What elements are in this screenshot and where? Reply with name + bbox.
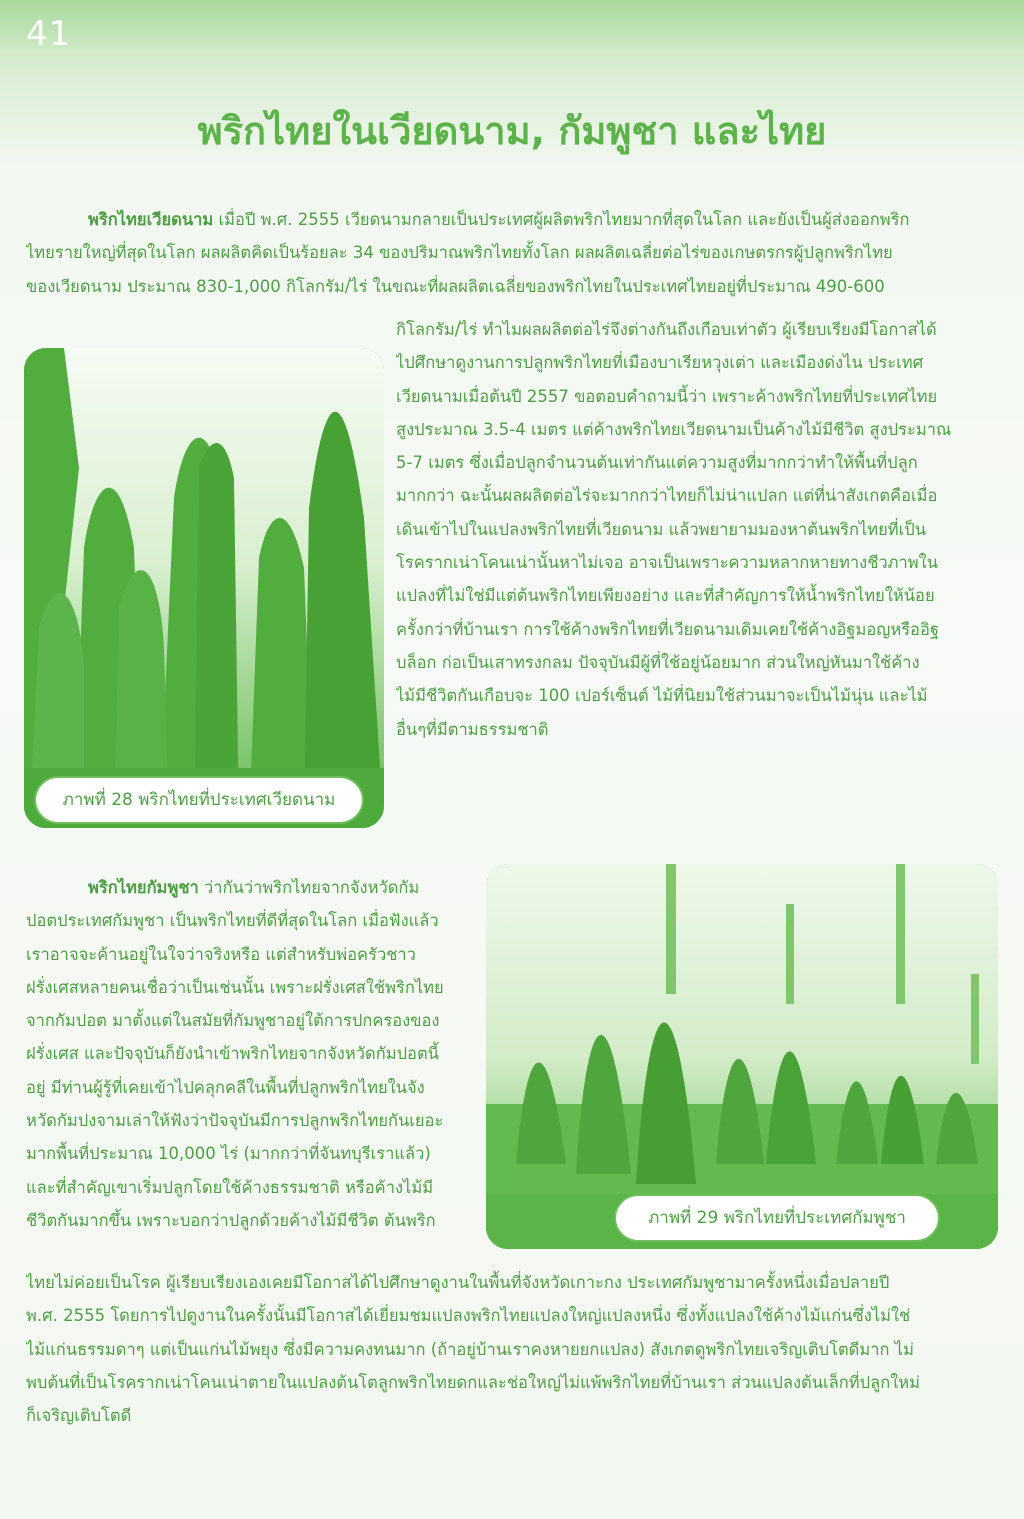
paragraph-line: ฝรั่งเศสหลายคนเชื่อว่าเป็นเช่นนั้น เพราะฝรั่งเศสใช้พริกไทย [26,977,444,997]
figure-28-photo [24,348,384,828]
paragraph-line: พ.ศ. 2555 โดยการไปดูงานในครั้งนั้นมีโอกาสได้เยี่ยมชมแปลงพริกไทยแปลงใหญ่แปลงหนึ่ง ซึ่งทั้งแปลงใช้ค้างไม้แก่นซึ่งไม่ใช่ [26,1306,911,1326]
figure-29-photo [486,864,998,1249]
paragraph-line: ไม้แก่นธรรมดาๆ แต่เป็นแก่นไม้พยุง ซึ่งมีความคงทนมาก (ถ้าอยู่บ้านเราคงหายยกแปลง) สังเกตดูพริกไทยเจริญเติบโตดีมาก ไม่ [26,1339,914,1359]
paragraph-line: 5-7 เมตร ซึ่งเมื่อปลูกจำนวนต้นเท่ากันแต่ความสูงที่มากกว่าทำให้พื้นที่ปลูก [396,453,918,473]
paragraph-line [26,871,486,904]
section-lead: พริกไทยเวียดนาม [88,210,214,229]
paragraph-line: สูงประมาณ 3.5-4 เมตร แต่ค้างพริกไทยเวียดนามเป็นค้างไม้มีชีวิต สูงประมาณ [396,419,952,439]
section-cambodia-full-text [26,1266,998,1432]
paragraph-line: เราอาจจะค้านอยู่ในใจว่าจริงหรือ แต่สำหรับพ่อครัวชาว [26,944,416,964]
paragraph-line: ครั้งกว่าที่บ้านเรา การใช้ค้างพริกไทยที่เวียดนามเดิมเคยใช้ค้างอิฐมอญหรืออิฐ [396,619,939,639]
paragraph-line: ไม้มีชีวิตกันเกือบจะ 100 เปอร์เซ็นต์ ไม้ที่นิยมใช้ส่วนมาจะเป็นไม้นุ่น และไม้ [396,686,928,706]
page-title: พริกไทยในเวียดนาม, กัมพูชา และไทย [197,109,827,153]
figure-28-caption: ภาพที่ 28 พริกไทยที่ประเทศเวียดนาม [34,776,364,824]
paragraph-line: แปลงที่ไม่ใช่มีแต่ต้นพริกไทยเพียงอย่าง และที่สำคัญการให้น้ำพริกไทยให้น้อย [396,586,935,606]
pepper-plantation-photo-cambodia [486,864,998,1249]
paragraph-line: โรครากเน่าโคนเน่านั้นหาไม่เจอ อาจเป็นเพราะความหลากหายทางชีวภาพใน [396,553,939,573]
paragraph-line: หวัดกัมปงจามเล่าให้ฟังว่าปัจจุบันมีการปลูกพริกไทยกันเยอะ [26,1111,444,1131]
paragraph-line [26,203,998,236]
paragraph-line: จากกัมปอต มาตั้งแต่ในสมัยที่กัมพูชาอยู่ใต้การปกครองของ [26,1011,440,1031]
paragraph-line: บล็อก ก่อเป็นเสาทรงกลม ปัจจุบันมีผู้ที่ใช้อยู่น้อยมาก ส่วนใหญ่หันมาใช้ค้าง [396,652,920,672]
paragraph-line: ปอตประเทศกัมพูชา เป็นพริกไทยที่ดีที่สุดในโลก เมื่อฟังแล้ว [26,911,439,931]
section-vietnam [26,203,998,303]
paragraph-line: กิโลกรัม/ไร่ ทำไมผลผลิตต่อไร่จึงต่างกันถึงเกือบเท่าตัว ผู้เรียบเรียงมีโอกาสได้ [396,320,937,339]
paragraph-line: เวียดนามเมื่อต้นปี 2557 ขอตอบคำถามนี้ว่า เพราะค้างพริกไทยที่ประเทศไทย [396,386,938,406]
paragraph-line: มากกว่า ฉะนั้นผลผลิตต่อไร่จะมากกว่าไทยก็ไม่น่าแปลก แต่ที่น่าสังเกตคือเมื่อ [396,486,938,506]
paragraph-text: เมื่อปี พ.ศ. 2555 เวียดนามกลายเป็นประเทศผู้ผลิตพริกไทยมากที่สุดในโลก และยังเป็นผู้ส่งออกพริก [213,210,910,229]
paragraph-line: และที่สำคัญเขาเริ่มปลูกโดยใช้ค้างธรรมชาติ หรือค้างไม้มี [26,1177,434,1197]
paragraph-line: ก็เจริญเติบโตดี [26,1406,132,1426]
paragraph-line: ไทยรายใหญ่ที่สุดในโลก ผลผลิตคิดเป็นร้อยละ 34 ของปริมาณพริกไทยทั้งโลก ผลผลิตเฉลี่ยต่อไร่ของเกษตรกรผู้ปลูกพริกไทย [26,243,893,263]
section-vietnam-side-text [396,313,998,746]
figure-29-caption: ภาพที่ 29 พริกไทยที่ประเทศกัมพูชา [614,1194,940,1242]
paragraph-line: ไทยไม่ค่อยเป็นโรค ผู้เรียบเรียงเองเคยมีโอกาสได้ไปศึกษาดูงานในพื้นที่จังหวัดเกาะกง ประเทศกัมพูชามาครั้งหนึ่งเมื่อปลายปี [26,1273,890,1292]
paragraph-line: ชีวิตกันมากขึ้น เพราะบอกว่าปลูกด้วยค้างไม้มีชีวิต ต้นพริก [26,1210,436,1230]
paragraph-line: ฝรั่งเศส และปัจจุบันก็ยังนำเข้าพริกไทยจากจังหวัดกัมปอตนี้ [26,1044,439,1064]
paragraph-line: ไปศึกษาดูงานการปลูกพริกไทยที่เมืองบาเรียหวุงเต่า และเมืองด่งไน ประเทศ [396,353,924,373]
page-number: 41 [26,14,72,54]
paragraph-line: เดินเข้าไปในแปลงพริกไทยที่เวียดนาม แล้วพยายามมองหาต้นพริกไทยที่เป็น [396,519,927,539]
paragraph-line: อยู่ มีท่านผู้รู้ที่เคยเข้าไปคลุกคลีในพื้นที่ปลูกพริกไทยในจัง [26,1077,425,1097]
pepper-vine-photo-vietnam [24,348,384,828]
section-lead: พริกไทยกัมพูชา [88,878,199,897]
paragraph-line: ของเวียดนาม ประมาณ 830-1,000 กิโลกรัม/ไร่ ในขณะที่ผลผลิตเฉลี่ยของพริกไทยในประเทศไทยอยู่ที่ประมาณ 490-600 [26,276,885,296]
paragraph-text: ว่ากันว่าพริกไทยจากจังหวัดกัม [198,878,420,897]
paragraph-line: อื่นๆที่มีตามธรรมชาติ [396,719,549,739]
paragraph-line: พบต้นที่เป็นโรครากเน่าโคนเน่าตายในแปลงต้นโตลูกพริกไทยดกและช่อใหญ่ไม่แพ้พริกไทยที่บ้านเรา ส่วนแปลงต้นเล็กที่ปลูกใหม่ [26,1372,921,1392]
paragraph-line: มากพื้นที่ประมาณ 10,000 ไร่ (มากกว่าที่จันทบุรีเราแล้ว) [26,1144,431,1164]
section-cambodia-side-text [26,871,486,1237]
